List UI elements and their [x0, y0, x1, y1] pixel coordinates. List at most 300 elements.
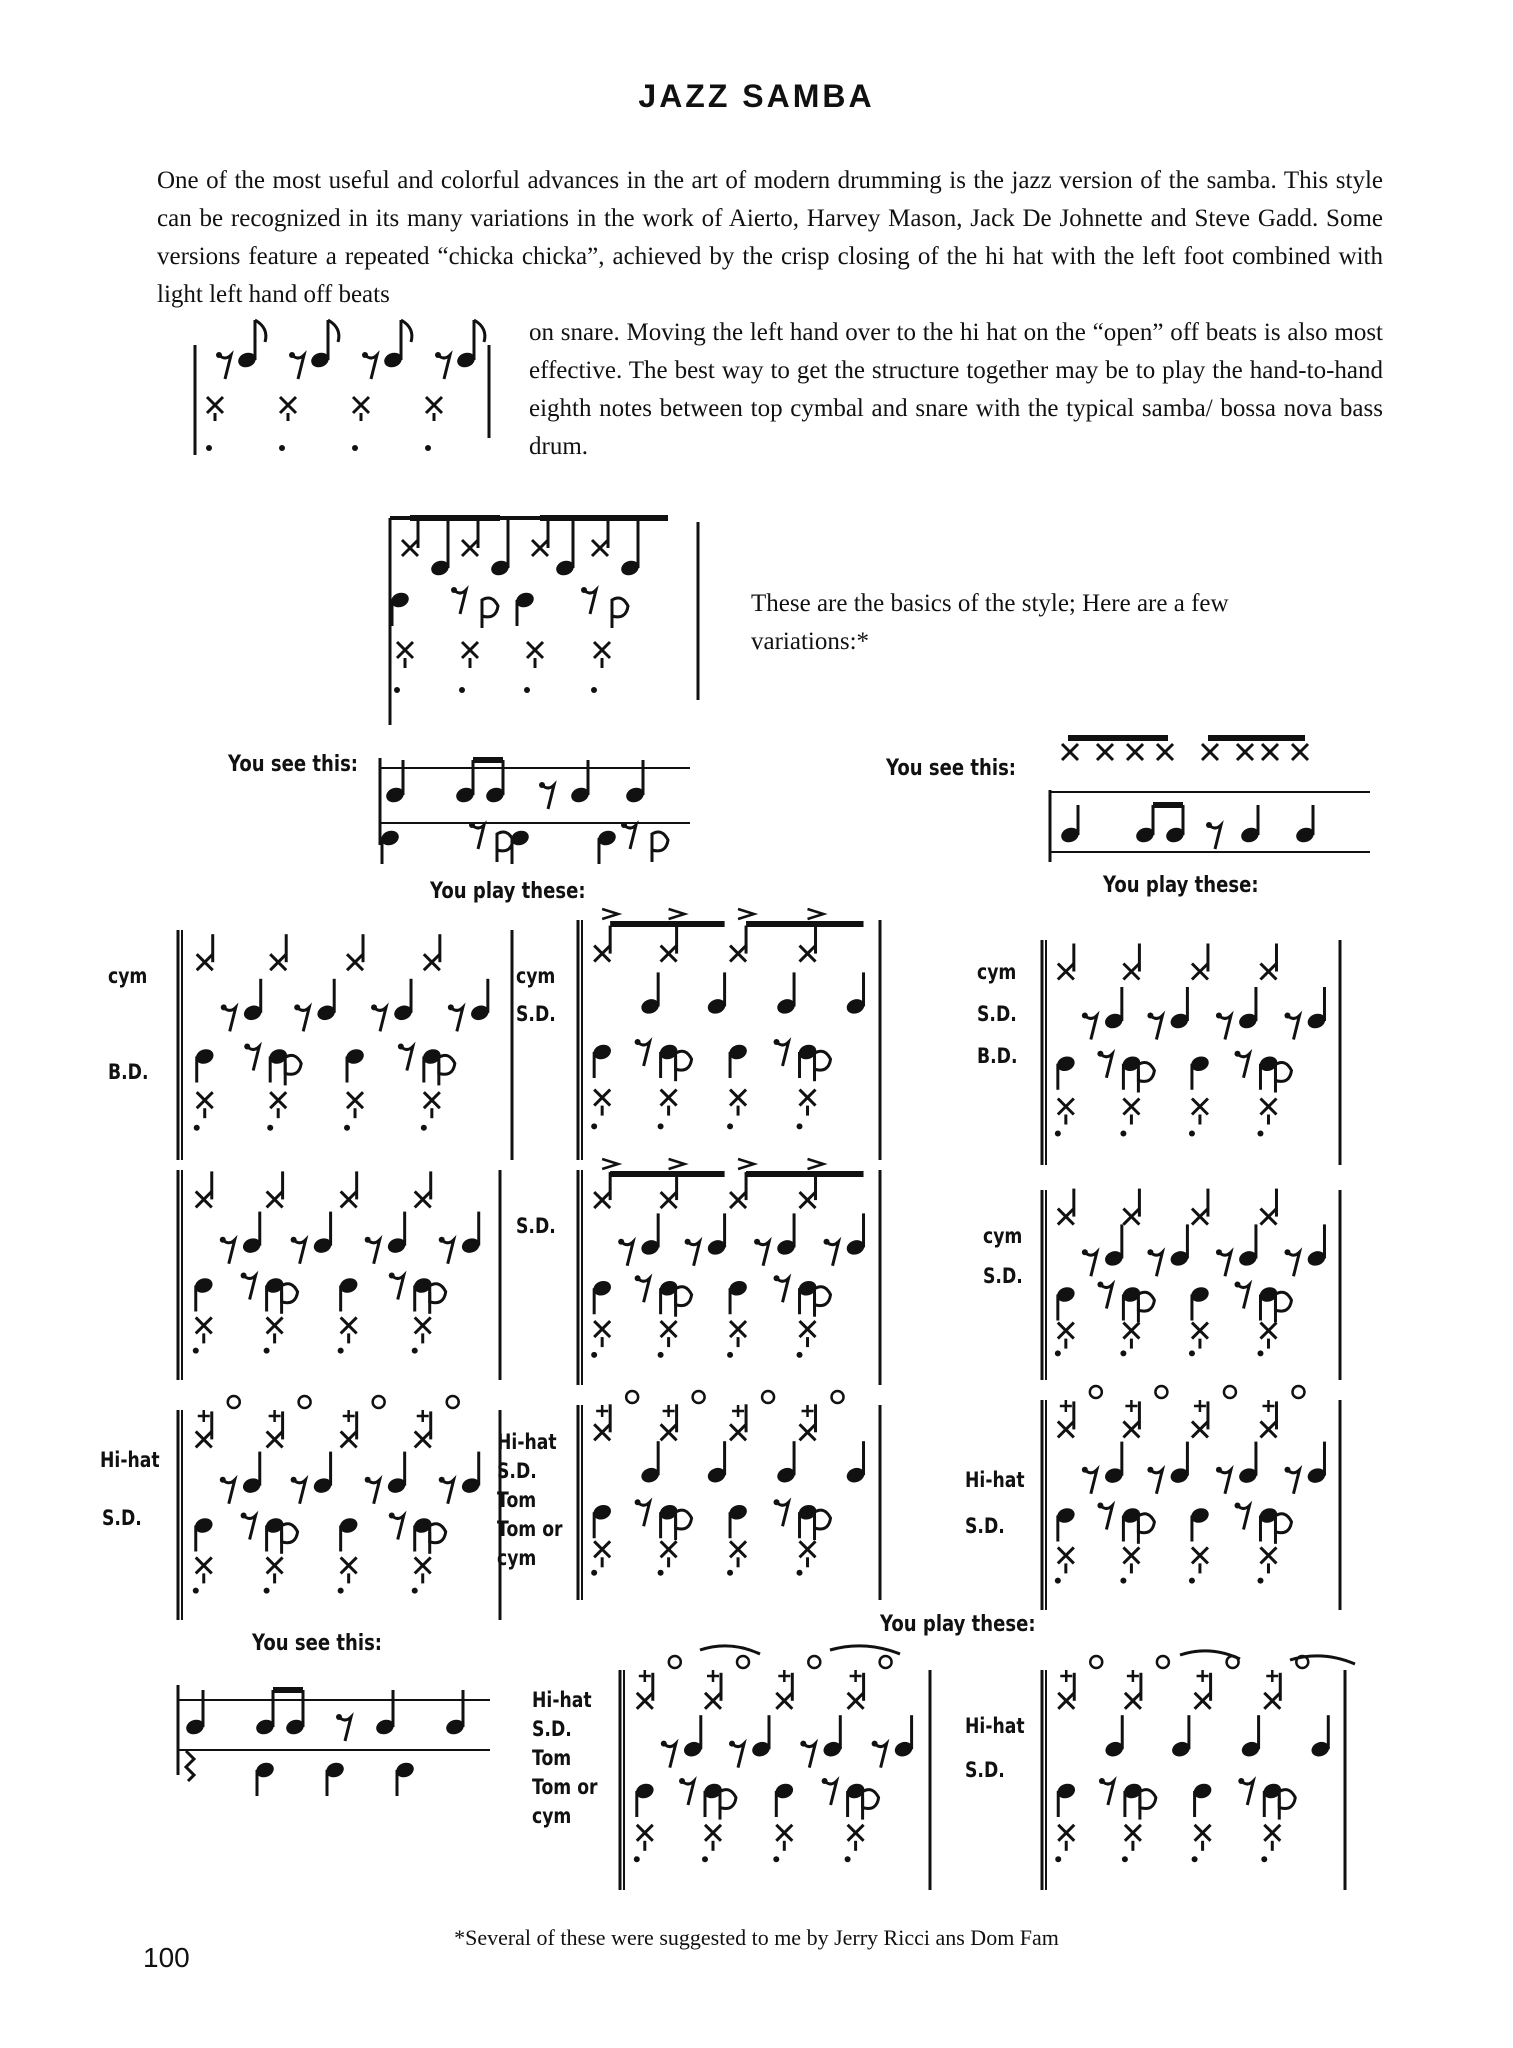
accent [808, 1159, 824, 1169]
x-note-head [1123, 1323, 1139, 1339]
rest-dot [1234, 1282, 1240, 1288]
flag [255, 320, 266, 342]
open-mark [1155, 1386, 1167, 1398]
x-note-head [1260, 964, 1276, 980]
rest-dot [1099, 1778, 1105, 1784]
dot [1189, 1131, 1195, 1137]
eighth-rest [1100, 1054, 1112, 1078]
bd-dotted [482, 598, 498, 617]
open-mark [1090, 1656, 1102, 1668]
rest-dot [661, 1741, 667, 1747]
x-note-head [592, 540, 608, 556]
rest-dot [1082, 1013, 1088, 1019]
eighth-rest [1100, 1506, 1112, 1530]
rest-dot [539, 782, 545, 788]
rest-dot [1097, 1051, 1103, 1057]
x-note-head [848, 1693, 864, 1709]
rest-dot [1216, 1467, 1222, 1473]
x-note-head [1260, 1421, 1276, 1437]
dot [193, 1588, 199, 1594]
x-note-head [280, 397, 296, 413]
rest-dot [1082, 1249, 1088, 1255]
open-mark [1090, 1386, 1102, 1398]
accent [602, 1159, 618, 1169]
bd-dotted [1140, 1790, 1156, 1809]
instrument-label-tom-or: Tom or [497, 1517, 563, 1541]
open-mark [762, 1391, 774, 1403]
tie [700, 1646, 760, 1654]
dot [338, 1348, 344, 1354]
closed-mark [1060, 1670, 1072, 1682]
flag [474, 320, 485, 342]
eighth-rest [472, 825, 484, 849]
x-note-head [1192, 1209, 1208, 1225]
open-mark [832, 1391, 844, 1403]
eighth-rest [401, 1047, 413, 1071]
dot [1120, 1350, 1126, 1356]
rest-dot [291, 1237, 297, 1243]
you-play-these-label-1: You play these: [430, 879, 586, 904]
rest-dot [635, 1275, 641, 1281]
rest-dot [1206, 822, 1212, 828]
eighth-rest [438, 355, 450, 379]
x-note-head [207, 397, 223, 413]
rest-dot [1147, 1249, 1153, 1255]
x-note-head [1125, 1825, 1141, 1841]
x-note-head [1058, 1421, 1074, 1437]
rest-dot [289, 352, 295, 358]
eighth-rest [827, 1242, 839, 1266]
rest-dot [1284, 1467, 1290, 1473]
x-note-head [800, 1424, 816, 1440]
you-see-this-label-2: You see this: [886, 756, 1017, 781]
eighth-rest [292, 355, 304, 379]
eighth-rest [624, 825, 636, 849]
eighth-rest [757, 1242, 769, 1266]
x-note-head [594, 1090, 610, 1106]
you-see-this-label-1: You see this: [228, 752, 359, 777]
bd-dotted [1138, 1514, 1154, 1533]
dot [338, 1588, 344, 1594]
open-mark [880, 1656, 892, 1668]
x-note-head [1192, 1323, 1208, 1339]
x-note-head [1260, 1099, 1276, 1115]
rest-dot [618, 1239, 624, 1245]
x-note-head [800, 1090, 816, 1106]
tie [1180, 1651, 1240, 1659]
accent [738, 1159, 754, 1169]
eighth-rest [1287, 1470, 1299, 1494]
bd-dotted [282, 1524, 298, 1543]
dot [1257, 1350, 1263, 1356]
closed-mark [1266, 1670, 1278, 1682]
dot [797, 1570, 803, 1576]
x-note-head [661, 1424, 677, 1440]
bd-dotted [612, 598, 628, 617]
eighth-rest [297, 1007, 309, 1031]
eighth-rest [392, 1276, 404, 1300]
x-note-head [730, 1321, 746, 1337]
rest-dot [336, 1714, 342, 1720]
dot [591, 687, 597, 693]
instrument-label-cym: cym [516, 964, 556, 988]
flag [401, 320, 412, 342]
dot [773, 1856, 779, 1862]
x-note-head [196, 1191, 212, 1207]
basics-caption: These are the basics of the style; Here are a few variations:* [751, 590, 1229, 655]
dot [194, 1125, 200, 1131]
bd-dotted [815, 1510, 831, 1529]
eighth-rest [1150, 1016, 1162, 1040]
open-mark [626, 1391, 638, 1403]
x-note-head [776, 1825, 792, 1841]
x-note-head [196, 1431, 212, 1447]
x-note-head [462, 540, 478, 556]
accent [808, 909, 824, 919]
eighth-rest [777, 1042, 789, 1066]
x-note-head [730, 1541, 746, 1557]
x-note-head [705, 1825, 721, 1841]
rest-dot [774, 1499, 780, 1505]
eighth-rest [1102, 1781, 1114, 1805]
accent [669, 909, 685, 919]
x-note-head [730, 1424, 746, 1440]
instrument-label-sd: S.D. [983, 1264, 1023, 1288]
bd-dotted [430, 1284, 446, 1303]
x-note-head [1123, 1547, 1139, 1563]
x-note-head [267, 1317, 283, 1333]
x-note-head [527, 642, 543, 658]
bd-dotted [1138, 1292, 1154, 1311]
closed-mark [1125, 1400, 1137, 1412]
instrument-label-bd: B.D. [977, 1044, 1018, 1068]
instrument-label-sd: S.D. [977, 1002, 1017, 1026]
x-note-head [661, 1192, 677, 1208]
open-mark [373, 1396, 385, 1408]
x-note-head [402, 540, 418, 556]
x-note-head [1058, 1825, 1074, 1841]
bd-dotted [1138, 1063, 1154, 1082]
eighth-rest [1219, 1252, 1231, 1276]
dot [658, 1123, 664, 1129]
x-note-head [594, 1192, 610, 1208]
dot [267, 1125, 273, 1131]
dot [1257, 1578, 1263, 1584]
rest-dot [398, 1044, 404, 1050]
eighth-rest [1085, 1016, 1097, 1040]
eighth-rest [244, 1276, 256, 1300]
intro-paragraph: One of the most useful and colorful advances in the art of modern drumming is the jazz version of the samba. This style can be recognized in its many variations in the work of Aierto, Harvey Mason, Jack De Johnette and Steve Gadd. Some versions feature a repeated “chicka chicka”, achieved by the crisp closing of the hi hat with the left foot combined with light left hand off beats [157, 167, 1383, 308]
x-note-head [594, 1541, 610, 1557]
open-mark [447, 1396, 459, 1408]
x-note-head [1123, 964, 1139, 980]
open-mark [299, 1396, 311, 1408]
dot [279, 445, 285, 451]
rest-dot [1234, 1503, 1240, 1509]
eighth-rest [777, 1502, 789, 1526]
dot [727, 1352, 733, 1358]
x-note-head [1192, 1547, 1208, 1563]
dot [425, 445, 431, 451]
rest-dot [241, 1513, 247, 1519]
page-number: 100 [143, 1942, 190, 1973]
accent [669, 1159, 685, 1169]
rest-dot [365, 1237, 371, 1243]
eighth-rest [1219, 1470, 1231, 1494]
x-note-head [594, 946, 610, 962]
x-note-head [341, 1557, 357, 1573]
x-note-head [1192, 964, 1208, 980]
rest-dot [451, 587, 457, 593]
eighth-rest [638, 1278, 650, 1302]
eighth-rest [368, 1480, 380, 1504]
footnote: *Several of these were suggested to me by Jerry Ricci ans Dom Fam [454, 1925, 1059, 1950]
dot [412, 1588, 418, 1594]
x-note-head [397, 642, 413, 658]
instrument-label-hihat: Hi-hat [497, 1430, 557, 1454]
x-note-head [347, 954, 363, 970]
closed-mark [198, 1410, 210, 1422]
eighth-rest [732, 1744, 744, 1768]
x-note-head [1058, 1547, 1074, 1563]
rest-dot [1097, 1282, 1103, 1288]
closed-mark [1060, 1400, 1072, 1412]
eighth-rest [374, 1007, 386, 1031]
rest-dot [448, 1004, 454, 1010]
dot [264, 1588, 270, 1594]
eighth-rest [638, 1502, 650, 1526]
rest-dot [371, 1004, 377, 1010]
dot [344, 1125, 350, 1131]
rest-dot [294, 1004, 300, 1010]
dot [1055, 1131, 1061, 1137]
rest-dot [774, 1275, 780, 1281]
x-note-head [353, 397, 369, 413]
dot [1189, 1578, 1195, 1584]
quarter-rest [186, 1751, 194, 1781]
eighth-rest [392, 1516, 404, 1540]
eighth-rest [803, 1744, 815, 1768]
eighth-rest [219, 355, 231, 379]
eighth-rest [442, 1240, 454, 1264]
rest-dot [362, 352, 368, 358]
rest-dot [1082, 1467, 1088, 1473]
x-note-head [341, 1317, 357, 1333]
closed-mark [596, 1405, 608, 1417]
x-note-head [424, 954, 440, 970]
you-play-these-label-3: You play these: [880, 1612, 1036, 1637]
open-mark [1224, 1386, 1236, 1398]
x-note-head [661, 946, 677, 962]
x-note-head [415, 1431, 431, 1447]
x-note-head [1058, 1099, 1074, 1115]
rest-dot [1284, 1013, 1290, 1019]
closed-mark [707, 1670, 719, 1682]
eighth-rest [1085, 1252, 1097, 1276]
instrument-label-sd: S.D. [532, 1717, 572, 1741]
x-note-head [1202, 744, 1218, 760]
dot [264, 1348, 270, 1354]
closed-mark [343, 1410, 355, 1422]
x-note-head [800, 1321, 816, 1337]
x-note-head [197, 954, 213, 970]
x-note-head [532, 540, 548, 556]
rest-dot [685, 1239, 691, 1245]
rest-dot [439, 1477, 445, 1483]
closed-mark [1127, 1670, 1139, 1682]
intro-paragraph-continued: on snare. Moving the left hand over to the hi hat on the “open” off beats is also most effective. The best way to get the structure together may be to play the hand-to-hand eighth notes between top cymbal and snare with the typical samba/ bossa nova bass drum. [529, 319, 1383, 460]
dot [634, 1856, 640, 1862]
rest-dot [216, 352, 222, 358]
closed-mark [269, 1410, 281, 1422]
x-note-head [776, 1693, 792, 1709]
instrument-label-sd: S.D. [102, 1506, 142, 1530]
eighth-rest [247, 1047, 259, 1071]
x-note-head [1192, 1421, 1208, 1437]
rest-dot [774, 1039, 780, 1045]
bd-dotted [285, 1055, 301, 1074]
dot [1120, 1578, 1126, 1584]
rest-dot [469, 822, 475, 828]
x-note-head [1260, 1323, 1276, 1339]
instrument-label-tom: Tom [532, 1746, 572, 1770]
dot [421, 1125, 427, 1131]
rest-dot [635, 1499, 641, 1505]
eighth-rest [454, 590, 466, 614]
open-mark [808, 1656, 820, 1668]
instrument-label-cym: cym [108, 964, 148, 988]
rest-dot [822, 1778, 828, 1784]
eighth-rest [224, 1007, 236, 1031]
x-note-head [1123, 1099, 1139, 1115]
x-note-head [800, 946, 816, 962]
x-note-head [1292, 744, 1308, 760]
open-mark [669, 1656, 681, 1668]
eighth-rest [294, 1480, 306, 1504]
x-note-head [594, 1424, 610, 1440]
eighth-rest [442, 1480, 454, 1504]
closed-mark [417, 1410, 429, 1422]
dot [412, 1348, 418, 1354]
eighth-rest [1237, 1054, 1249, 1078]
instrument-label-tom: Tom [497, 1488, 537, 1512]
x-note-head [347, 1092, 363, 1108]
eighth-rest [339, 1717, 351, 1741]
eighth-rest [1287, 1252, 1299, 1276]
bd-dotted [676, 1510, 692, 1529]
x-note-head [1058, 1323, 1074, 1339]
x-note-head [196, 1317, 212, 1333]
closed-mark [1262, 1400, 1274, 1412]
x-note-head [426, 397, 442, 413]
x-note-head [267, 1431, 283, 1447]
eighth-rest [1237, 1506, 1249, 1530]
x-note-head [1260, 1547, 1276, 1563]
closed-mark [663, 1405, 675, 1417]
rest-dot [389, 1513, 395, 1519]
eighth-rest [1100, 1285, 1112, 1309]
open-mark [737, 1656, 749, 1668]
dot [727, 1570, 733, 1576]
bd-dotted [815, 1051, 831, 1070]
rest-dot [241, 1273, 247, 1279]
x-note-head [1123, 1421, 1139, 1437]
eighth-rest [584, 590, 596, 614]
x-note-head [848, 1825, 864, 1841]
instrument-label-tom-or: Tom or [532, 1775, 598, 1799]
eighth-rest [1150, 1470, 1162, 1494]
eighth-rest [542, 785, 554, 809]
eighth-rest [294, 1240, 306, 1264]
rest-dot [220, 1237, 226, 1243]
instrument-label-sd: S.D. [497, 1459, 537, 1483]
x-note-head [1058, 1209, 1074, 1225]
dot [394, 687, 400, 693]
x-note-head [594, 642, 610, 658]
rest-dot [365, 1477, 371, 1483]
rest-dot [872, 1741, 878, 1747]
x-note-head [415, 1191, 431, 1207]
dot [1055, 1578, 1061, 1584]
x-note-head [1195, 1693, 1211, 1709]
eighth-rest [244, 1516, 256, 1540]
eighth-rest [621, 1242, 633, 1266]
closed-mark [778, 1670, 790, 1682]
closed-mark [639, 1670, 651, 1682]
dot [1261, 1856, 1267, 1862]
x-note-head [637, 1693, 653, 1709]
x-note-head [594, 1321, 610, 1337]
x-note-head [1062, 744, 1078, 760]
eighth-rest [682, 1781, 694, 1805]
x-note-head [1157, 744, 1173, 760]
rest-dot [679, 1778, 685, 1784]
instrument-label-hihat: Hi-hat [965, 1468, 1025, 1492]
dot [1189, 1350, 1195, 1356]
instrument-label-hihat: Hi-hat [965, 1714, 1025, 1738]
rest-dot [244, 1044, 250, 1050]
tie [830, 1646, 900, 1654]
eighth-rest [664, 1744, 676, 1768]
rest-dot [729, 1741, 735, 1747]
dot [797, 1352, 803, 1358]
dot [1257, 1131, 1263, 1137]
eighth-rest [223, 1480, 235, 1504]
x-note-head [800, 1541, 816, 1557]
dot [193, 1348, 199, 1354]
eighth-rest [1287, 1016, 1299, 1040]
instrument-label-hihat: Hi-hat [100, 1448, 160, 1472]
bd-dotted [815, 1287, 831, 1306]
dot [1192, 1856, 1198, 1862]
closed-mark [850, 1670, 862, 1682]
eighth-rest [777, 1278, 789, 1302]
x-note-head [705, 1693, 721, 1709]
x-note-head [1264, 1825, 1280, 1841]
dot [206, 445, 212, 451]
bd-dotted [430, 1524, 446, 1543]
eighth-rest [1150, 1252, 1162, 1276]
bd-dotted [1275, 1514, 1291, 1533]
bd-dotted [282, 1284, 298, 1303]
instrument-label-cym: cym [497, 1546, 537, 1570]
bd-dotted [676, 1287, 692, 1306]
closed-mark [1194, 1400, 1206, 1412]
dot [1122, 1856, 1128, 1862]
dot [658, 1352, 664, 1358]
rest-dot [1234, 1051, 1240, 1057]
x-note-head [730, 946, 746, 962]
